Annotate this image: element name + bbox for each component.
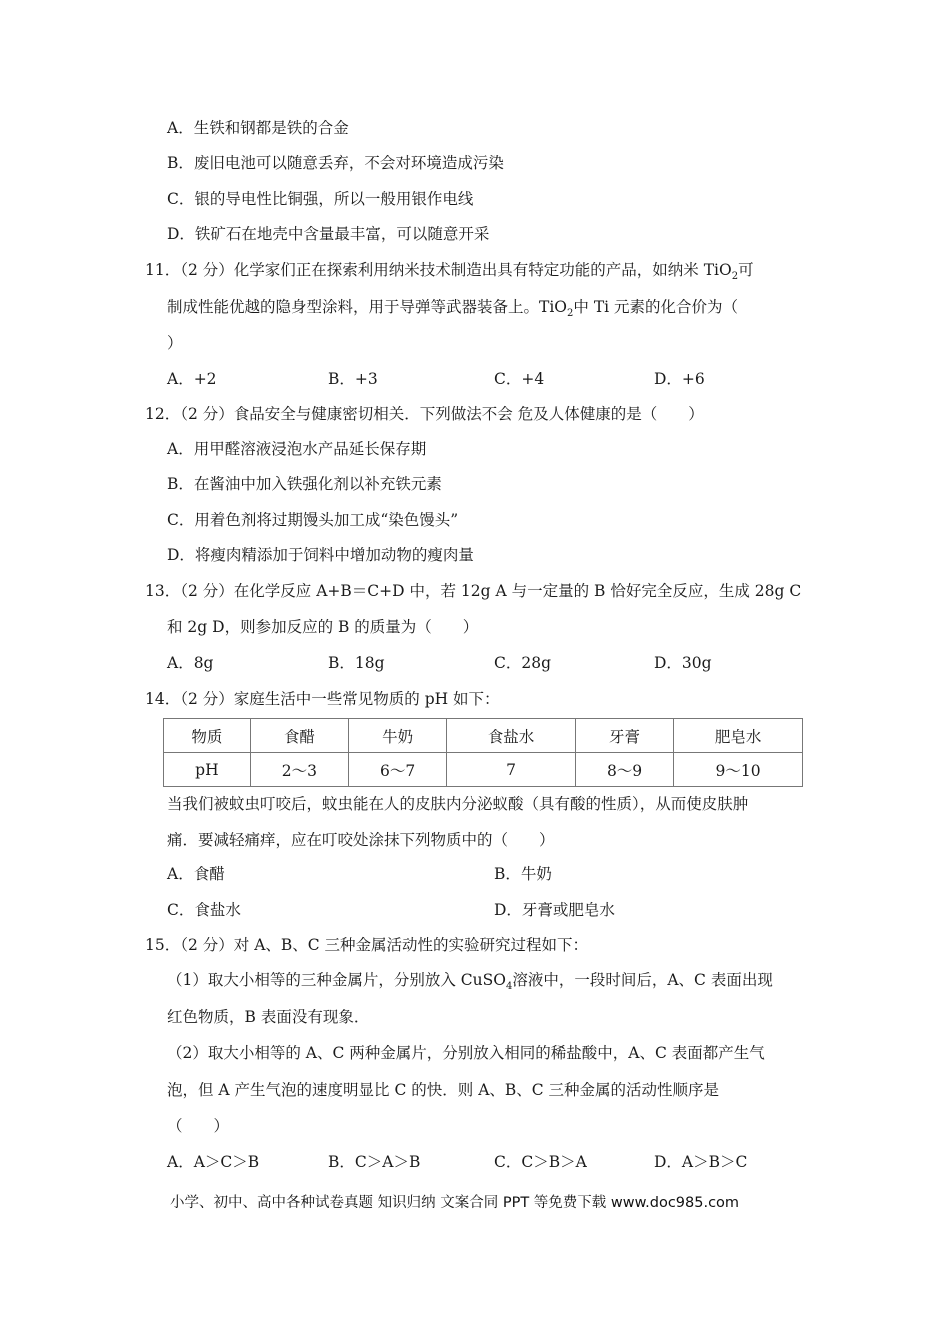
q12-option-d: D．将瘦肉精添加于饲料中增加动物的瘦肉量	[167, 546, 474, 564]
table-cell: 7	[447, 753, 576, 787]
table-cell: 物质	[164, 719, 251, 753]
q12-option-b: B．在酱油中加入铁强化剂以补充铁元素	[167, 475, 442, 493]
q15-part2-line2: 泡，但 A 产生气泡的速度明显比 C 的快．则 A、B、C 三种金属的活动性顺序是	[167, 1081, 720, 1099]
q15-part1-line2: 红色物质，B 表面没有现象．	[167, 1008, 370, 1026]
q11-option-c: C．+4	[494, 370, 545, 388]
q15-part1-line1: （1）取大小相等的三种金属片，分别放入 CuSO$_4$溶液中，一段时间后，A、C 表面出现	[167, 971, 773, 993]
ph-table-header-row	[164, 719, 803, 753]
q11-stem-line3: ）	[167, 334, 183, 352]
q15-part2-line3: （ ）	[167, 1117, 230, 1135]
page-footer: 小学、初中、高中各种试卷真题 知识归纳 文案合同 PPT 等免费下载 www.doc985.com	[170, 1195, 740, 1211]
q13-option-d: D．30g	[654, 654, 712, 672]
q12-option-c: C．用着色剂将过期馒头加工成“染色馒头”	[167, 511, 459, 529]
table-cell: 8～9	[575, 753, 673, 787]
q15-part2-line1: （2）取大小相等的 A、C 两种金属片，分别放入相同的稀盐酸中，A、C 表面都产生气	[167, 1044, 765, 1062]
q15-stem: 15．（2 分）对 A、B、C 三种金属活动性的实验研究过程如下：	[145, 936, 589, 954]
q13-stem-line1: 13．（2 分）在化学反应 A+B＝C+D 中，若 12g A 与一定量的 B 恰好完全反应，生成 28g C	[145, 582, 802, 600]
q10-option-b: B．废旧电池可以随意丢弃，不会对环境造成污染	[167, 154, 504, 172]
ph-table	[163, 718, 803, 787]
q14-stem: 14．（2 分）家庭生活中一些常见物质的 pH 如下：	[145, 690, 500, 708]
q15-option-d: D．A＞B＞C	[654, 1153, 748, 1171]
q10-option-a: A．生铁和钢都是铁的合金	[167, 119, 349, 137]
q14-option-c: C．食盐水	[167, 901, 241, 919]
table-cell: 9～10	[674, 753, 803, 787]
q14-stem-line2: 当我们被蚊虫叮咬后，蚊虫能在人的皮肤内分泌蚁酸（具有酸的性质），从而使皮肤肿	[167, 795, 749, 813]
q11-stem-line1: 11．（2 分）化学家们正在探索利用纳米技术制造出具有特定功能的产品，如纳米 TiO$_2$可	[145, 261, 754, 283]
q10-option-c: C．银的导电性比铜强，所以一般用银作电线	[167, 190, 474, 208]
table-cell: 肥皂水	[674, 719, 803, 753]
table-cell: 牛奶	[348, 719, 446, 753]
q15-option-c: C．C＞B＞A	[494, 1153, 587, 1171]
q13-stem-line2: 和 2g D，则参加反应的 B 的质量为（ ）	[167, 618, 479, 636]
ph-table-value-row	[164, 753, 803, 787]
q11-stem-line2: 制成性能优越的隐身型涂料，用于导弹等武器装备上。TiO$_2$中 Ti 元素的化合价为（	[167, 298, 739, 320]
q11-option-d: D．+6	[654, 370, 705, 388]
q10-option-d: D．铁矿石在地壳中含量最丰富，可以随意开采	[167, 225, 490, 243]
q15-option-b: B．C＞A＞B	[328, 1153, 421, 1171]
q14-option-b: B．牛奶	[494, 865, 552, 883]
table-cell: 食醋	[250, 719, 348, 753]
q15-option-a: A．A＞C＞B	[167, 1153, 260, 1171]
q13-option-b: B．18g	[328, 654, 385, 672]
q14-option-a: A．食醋	[167, 865, 225, 883]
q13-option-c: C．28g	[494, 654, 552, 672]
table-cell: pH	[164, 753, 251, 787]
q13-option-a: A．8g	[167, 654, 214, 672]
table-cell: 食盐水	[447, 719, 576, 753]
table-cell: 6～7	[348, 753, 446, 787]
q11-option-a: A．+2	[167, 370, 217, 388]
q14-stem-line3: 痛．要减轻痛痒，应在叮咬处涂抹下列物质中的（ ）	[167, 831, 555, 849]
q12-stem: 12．（2 分）食品安全与健康密切相关．下列做法不会 危及人体健康的是（ ）	[145, 405, 704, 423]
table-cell: 牙膏	[575, 719, 673, 753]
table-cell: 2～3	[250, 753, 348, 787]
q12-option-a: A．用甲醛溶液浸泡水产品延长保存期	[167, 440, 427, 458]
q14-option-d: D．牙膏或肥皂水	[494, 901, 615, 919]
q11-option-b: B．+3	[328, 370, 378, 388]
